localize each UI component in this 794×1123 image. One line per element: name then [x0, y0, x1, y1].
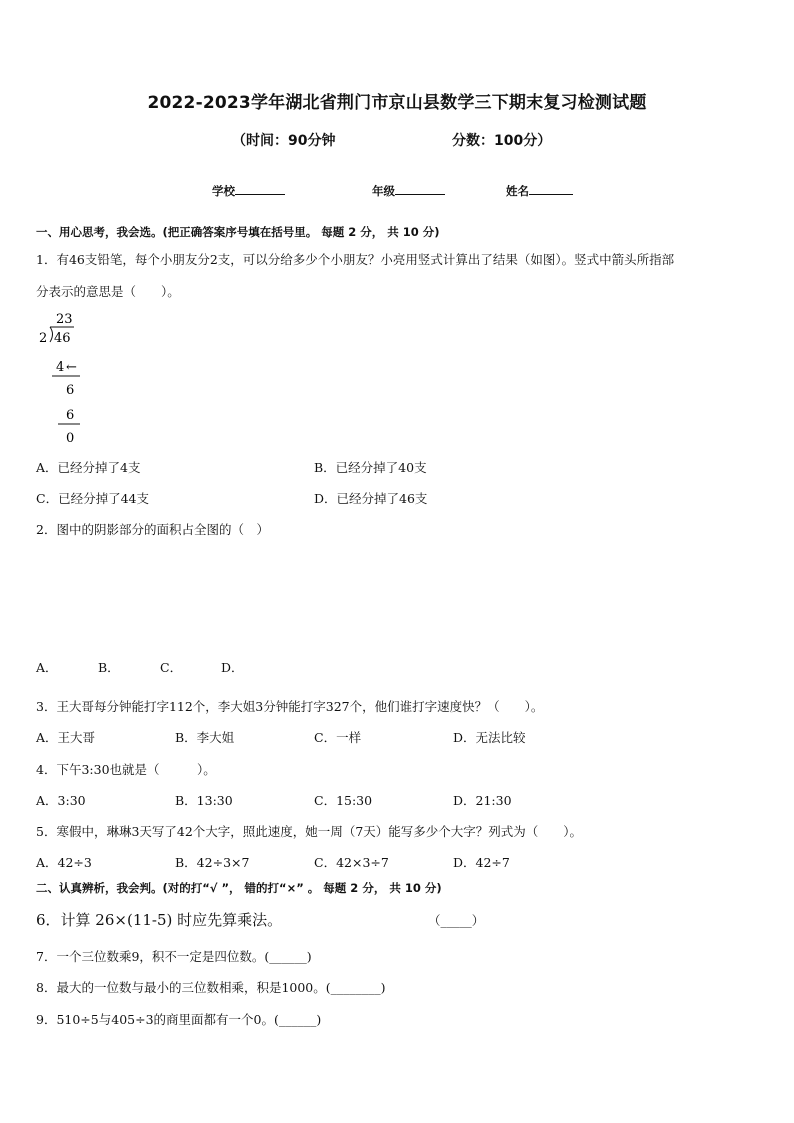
q4-option-d[interactable]: D．21:30 — [453, 793, 512, 808]
division-divisor: 2 — [39, 331, 48, 346]
q2-text: 2．图中的阴影部分的面积占全图的（ ） — [36, 522, 269, 537]
q4-option-c[interactable]: C．15:30 — [314, 793, 373, 808]
division-dividend: 46 — [54, 331, 71, 346]
school-label: 学校 — [212, 184, 235, 198]
q1-text-line1: 1．有46支铅笔，每个小朋友分2支，可以分给多少个小朋友？小亮用竖式计算出了结果（如图）。竖式中箭头所指部 — [36, 252, 675, 267]
q4-option-a[interactable]: A．3:30 — [36, 793, 86, 808]
q3-option-c[interactable]: C．一样 — [314, 730, 362, 745]
q1-option-d[interactable]: D．已经分掉了46支 — [314, 491, 428, 506]
school-blank[interactable] — [235, 182, 285, 195]
q1-option-a[interactable]: A．已经分掉了4支 — [36, 460, 141, 475]
grade-field — [372, 182, 445, 199]
name-label: 姓名 — [506, 184, 529, 198]
time-label: （时间：90分钟 — [232, 133, 336, 149]
division-arrow: ← — [66, 360, 77, 375]
q5-text: 5．寒假中，琳琳3天写了42个大字，照此速度，她一周（7天）能写多少个大字？列式为（ ）。 — [36, 824, 583, 839]
long-division-figure — [36, 309, 126, 449]
q7-text: 7．一个三位数乘9，积不一定是四位数。(______) — [36, 949, 312, 964]
q8-text: 8．最大的一位数与最小的三位数相乘，积是1000。(________) — [36, 980, 386, 995]
q5-option-c[interactable]: C．42×3÷7 — [314, 855, 389, 870]
q1-option-c[interactable]: C．已经分掉了44支 — [36, 491, 149, 506]
division-bracket — [50, 327, 53, 342]
division-remainder: 0 — [66, 431, 75, 446]
q2-option-d[interactable]: D． — [221, 660, 244, 675]
division-step2: 6 — [66, 383, 75, 398]
q2-option-c[interactable]: C． — [160, 660, 183, 675]
q6-text: 6．计算 26×(11-5) 时应先算乘法。 — [36, 911, 283, 929]
q3-option-b[interactable]: B．李大姐 — [175, 730, 235, 745]
q5-option-a[interactable]: A．42÷3 — [36, 855, 92, 870]
q3-option-d[interactable]: D．无法比较 — [453, 730, 526, 745]
q2-option-b[interactable]: B． — [98, 660, 120, 675]
q4-option-b[interactable]: B．13:30 — [175, 793, 233, 808]
section2-heading: 二、认真辨析，我会判。(对的打“√ ”， 错的打“×” 。 每题 2 分， 共 10 分) — [36, 881, 442, 895]
division-quotient: 23 — [56, 312, 73, 327]
name-field — [506, 182, 573, 199]
division-step3: 6 — [66, 408, 75, 423]
school-field — [212, 182, 285, 199]
q1-option-b[interactable]: B．已经分掉了40支 — [314, 460, 427, 475]
q4-text: 4．下午3:30也就是（ ）。 — [36, 762, 216, 777]
name-blank[interactable] — [529, 182, 573, 195]
grade-label: 年级 — [372, 184, 395, 198]
q3-text: 3．王大哥每分钟能打字112个，李大姐3分钟能打字327个，他们谁打字速度快？（ ）。 — [36, 699, 544, 714]
section1-heading: 一、用心思考，我会选。(把正确答案序号填在括号里。 每题 2 分， 共 10 分) — [36, 225, 440, 239]
grade-blank[interactable] — [395, 182, 445, 195]
q3-option-a[interactable]: A．王大哥 — [36, 730, 96, 745]
q5-option-b[interactable]: B．42÷3×7 — [175, 855, 250, 870]
q2-option-a[interactable]: A． — [36, 660, 58, 675]
q1-text-line2: 分表示的意思是（ ）。 — [36, 284, 180, 299]
q5-option-d[interactable]: D．42÷7 — [453, 855, 510, 870]
score-label: 分数：100分） — [452, 133, 552, 149]
division-step1: 4 — [56, 360, 65, 375]
exam-title: 2022-2023学年湖北省荆门市京山县数学三下期末复习检测试题 — [147, 93, 647, 113]
q9-text: 9．510÷5与405÷3的商里面都有一个0。(______) — [36, 1012, 322, 1027]
q6-answer-blank[interactable]: （_____） — [428, 913, 485, 928]
